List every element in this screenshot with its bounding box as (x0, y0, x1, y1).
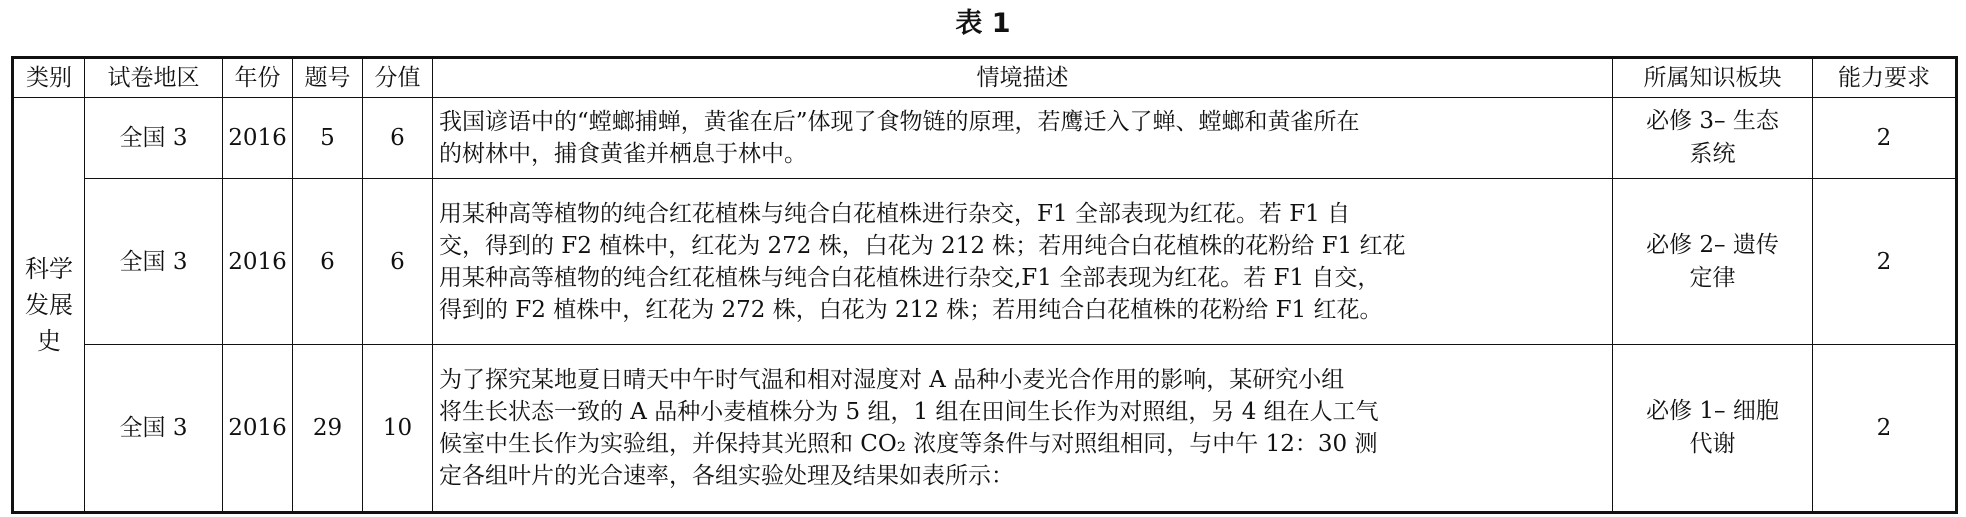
description-line: 得到的 F2 植株中，红花为 272 株，白花为 212 株；若用纯合白花植株的花粉给 F1 红花。 (439, 296, 1383, 323)
category-line: 史 (37, 326, 61, 355)
header-number: 题号 (293, 58, 363, 98)
region-cell: 全国 3 (85, 98, 223, 179)
header-description: 情境描述 (433, 58, 1613, 98)
description-line: 用某种高等植物的纯合红花植株与纯合白花植株进行杂交，F1 全部表现为红花。若 F1 自 (439, 200, 1351, 227)
category-cell (13, 98, 85, 513)
region-cell: 全国 3 (85, 179, 223, 345)
knowledge-line: 系统 (1689, 141, 1736, 167)
knowledge-line: 必修 2– 遗传 (1646, 231, 1779, 258)
data-table (11, 56, 1958, 514)
header-category: 类别 (13, 58, 85, 98)
category-line: 科学 (25, 254, 73, 283)
header-year: 年份 (223, 58, 293, 98)
description-line: 定各组叶片的光合速率，各组实验处理及结果如表所示： (439, 463, 1014, 489)
header-row (13, 58, 1957, 98)
year-cell: 2016 (223, 345, 293, 513)
table-row (13, 179, 1957, 345)
knowledge-line: 必修 3– 生态 (1646, 108, 1779, 134)
description-line: 用某种高等植物的纯合红花植株与纯合白花植株进行杂交,F1 全部表现为红花。若 F1 自交， (439, 264, 1381, 291)
table-row (13, 98, 1957, 179)
description-line: 交，得到的 F2 植株中，红花为 272 株，白花为 212 株；若用纯合白花植株的花粉给 F1 红花 (439, 232, 1406, 259)
description-cell (433, 345, 1613, 513)
description-line: 我国谚语中的“螳螂捕蝉，黄雀在后”体现了食物链的原理，若鹰迁入了蝉、螳螂和黄雀所在 (439, 109, 1360, 135)
ability-cell: 2 (1813, 98, 1957, 179)
knowledge-line: 必修 1– 细胞 (1646, 398, 1779, 424)
description-cell (433, 179, 1613, 345)
description-line: 的树林中，捕食黄雀并栖息于林中。 (439, 141, 807, 167)
region-cell: 全国 3 (85, 345, 223, 513)
score-cell: 10 (363, 345, 433, 513)
ability-cell: 2 (1813, 179, 1957, 345)
header-ability: 能力要求 (1813, 58, 1957, 98)
score-cell: 6 (363, 98, 433, 179)
header-knowledge: 所属知识板块 (1613, 58, 1813, 98)
year-cell: 2016 (223, 98, 293, 179)
number-cell: 5 (293, 98, 363, 179)
description-line: 候室中生长作为实验组，并保持其光照和 CO₂ 浓度等条件与对照组相同，与中午 12：30 测 (439, 431, 1378, 457)
knowledge-cell (1613, 98, 1813, 179)
table-row (13, 345, 1957, 513)
knowledge-line: 定律 (1689, 264, 1736, 291)
year-cell: 2016 (223, 179, 293, 345)
header-region: 试卷地区 (85, 58, 223, 98)
table-title: 表 1 (955, 8, 1011, 39)
header-score: 分值 (363, 58, 433, 98)
number-cell: 6 (293, 179, 363, 345)
description-line: 为了探究某地夏日晴天中午时气温和相对湿度对 A 品种小麦光合作用的影响，某研究小组 (439, 367, 1345, 393)
ability-cell: 2 (1813, 345, 1957, 513)
knowledge-cell (1613, 345, 1813, 513)
knowledge-line: 代谢 (1689, 431, 1736, 457)
description-cell (433, 98, 1613, 179)
number-cell: 29 (293, 345, 363, 513)
description-line: 将生长状态一致的 A 品种小麦植株分为 5 组，1 组在田间生长作为对照组，另 4 组在人工气 (439, 399, 1379, 425)
score-cell: 6 (363, 179, 433, 345)
category-line: 发展 (25, 290, 73, 319)
knowledge-cell (1613, 179, 1813, 345)
